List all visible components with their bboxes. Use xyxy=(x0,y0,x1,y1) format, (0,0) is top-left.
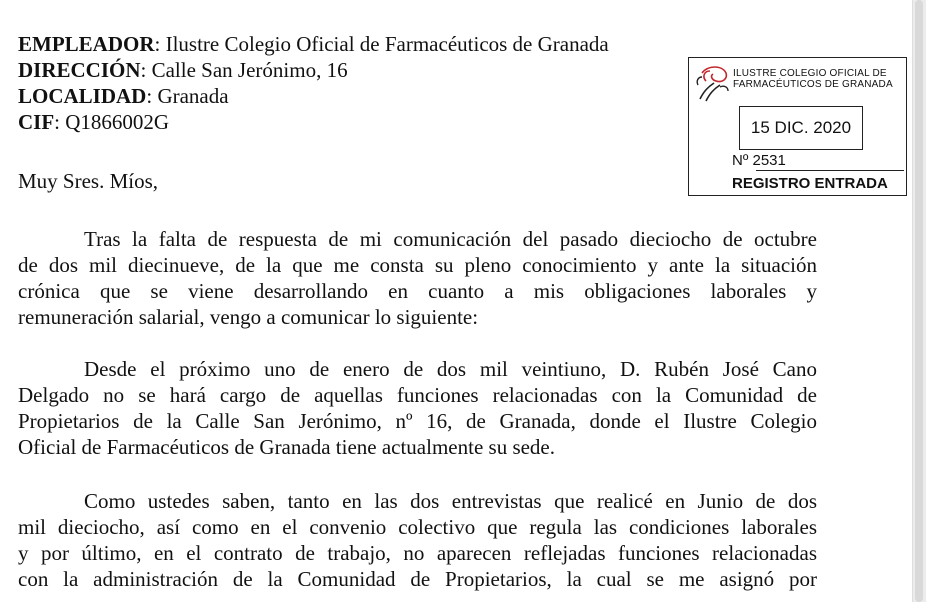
scrollbar-thumb[interactable] xyxy=(915,0,923,602)
stamp-register-label: REGISTRO ENTRADA xyxy=(732,175,888,192)
paragraph-3 xyxy=(18,488,817,592)
address-line xyxy=(18,57,609,83)
paragraph-2 xyxy=(18,356,817,460)
locality-value: : Granada xyxy=(146,84,229,108)
paragraph-line: Tras la falta de respuesta de mi comunicación del pasado dieciocho de octubre xyxy=(84,227,817,251)
greeting: Muy Sres. Míos, xyxy=(18,169,159,193)
paragraph-line: Propietarios de la Calle San Jerónimo, nº 16, de Granada, donde el Ilustre Colegio xyxy=(18,409,817,433)
paragraph-line: crónica que se viene desarrollando en cuanto a mis obligaciones laborales y xyxy=(18,279,817,303)
stamp-number-label: Nº xyxy=(732,152,749,169)
employer-label: EMPLEADOR xyxy=(18,32,155,56)
stamp-number-underline xyxy=(756,170,904,171)
letter-header xyxy=(18,31,609,135)
paragraph-line: con la administración de la Comunidad de Propietarios, la cual se me asignó por xyxy=(18,567,817,591)
stamp-org-line2: FARMACÉUTICOS DE GRANADA xyxy=(733,79,893,90)
paragraph-line: Como ustedes saben, tanto en las dos entrevistas que realicé en Junio de dos xyxy=(84,489,817,513)
paragraph-line: de dos mil diecinueve, de la que me consta su pleno conocimiento y ante la situación xyxy=(18,253,817,277)
stamp-number-value: 2531 xyxy=(752,152,786,169)
stamp-number xyxy=(732,152,786,169)
paragraph-line: Oficial de Farmacéuticos de Granada tiene actualmente su sede. xyxy=(18,435,556,459)
locality-label: LOCALIDAD xyxy=(18,84,147,108)
employer-value: : Ilustre Colegio Oficial de Farmacéuticos de Granada xyxy=(154,32,609,56)
stamp-date: 15 DIC. 2020 xyxy=(739,106,863,150)
stamp-org-line1: ILUSTRE COLEGIO OFICIAL DE xyxy=(733,68,887,79)
paragraph-line: Desde el próximo uno de enero de dos mil veintiuno, D. Rubén José Cano xyxy=(84,357,817,381)
pharmacy-emblem-icon xyxy=(694,63,732,103)
address-label: DIRECCIÓN xyxy=(18,58,141,82)
cif-value: : Q1866002G xyxy=(54,110,170,134)
paragraph-line: Delgado no se hará cargo de aquellas funciones relacionadas con la Comunidad de xyxy=(18,383,817,407)
paragraph-line: y por último, en el contrato de trabajo, no aparecen reflejadas funciones relacionadas xyxy=(18,541,817,565)
employer-line xyxy=(18,31,609,57)
registry-stamp xyxy=(688,57,907,196)
paragraph-1 xyxy=(18,226,817,330)
locality-line xyxy=(18,83,609,109)
paragraph-line: remuneración salarial, vengo a comunicar lo siguiente: xyxy=(18,305,479,329)
paragraph-line: mil dieciocho, así como en el convenio colectivo que regula las condiciones laborales xyxy=(18,515,817,539)
stamp-organization xyxy=(733,68,893,90)
address-value: : Calle San Jerónimo, 16 xyxy=(140,58,348,82)
cif-line xyxy=(18,109,609,135)
cif-label: CIF xyxy=(18,110,55,134)
